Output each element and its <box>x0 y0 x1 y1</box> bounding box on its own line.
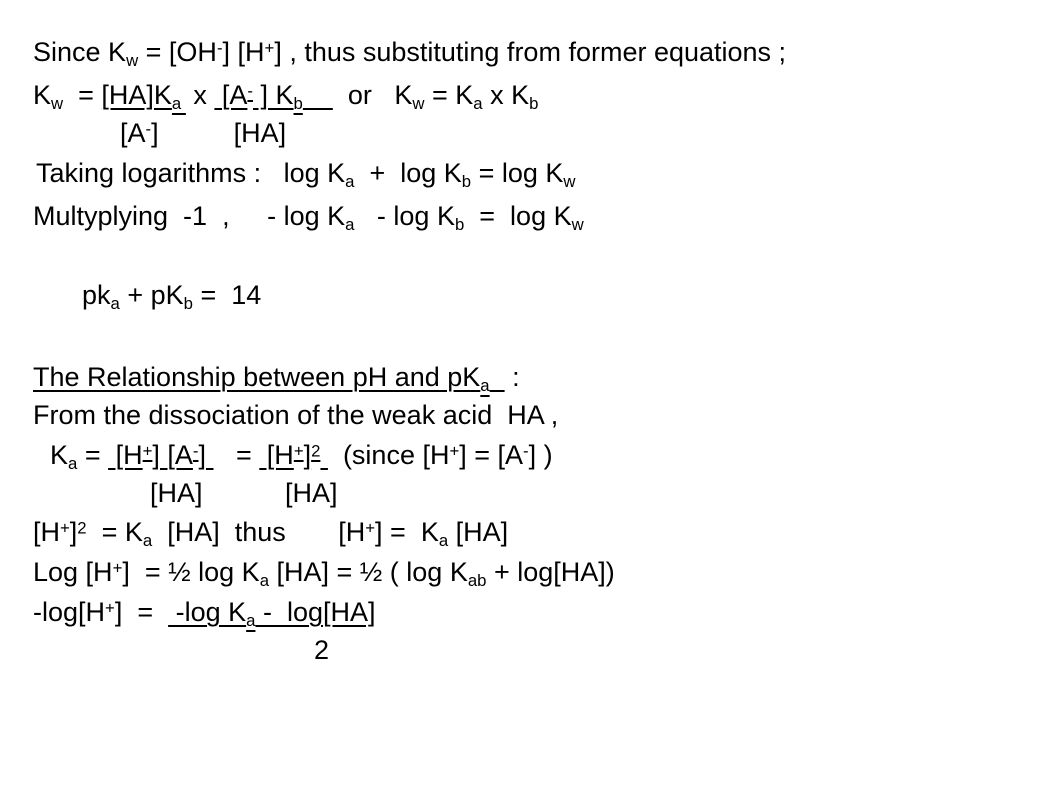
text-run: = <box>213 440 260 470</box>
subscript: b <box>183 294 193 314</box>
text-line-8 <box>33 402 558 429</box>
text-run: -log K <box>168 597 247 627</box>
subscript: b <box>293 94 303 114</box>
text-run: x K <box>482 80 530 110</box>
superscript: + <box>105 598 115 618</box>
text-run: - log K <box>354 201 455 231</box>
subscript: w <box>51 94 64 114</box>
subscript: a <box>473 94 483 114</box>
superscript: + <box>449 441 460 461</box>
text-run: ] [H <box>222 37 265 67</box>
text-run: Since K <box>33 37 127 67</box>
subscript: a <box>68 454 78 474</box>
text-line-13 <box>33 597 376 631</box>
text-run: -log[H <box>33 597 106 627</box>
superscript: - <box>523 441 529 461</box>
text-run: = K <box>424 80 474 110</box>
subscript: ab <box>467 571 487 591</box>
subscript: a <box>480 376 490 396</box>
subscript: a <box>345 215 355 235</box>
text-run: [HA] = ½ ( log K <box>269 557 468 587</box>
subscript: w <box>126 51 139 71</box>
text-run: [A <box>214 80 248 110</box>
text-run: 2 <box>314 635 330 665</box>
text-run: [A <box>120 118 146 148</box>
subscript: a <box>171 94 186 114</box>
text-run: ] <box>303 440 312 470</box>
text-run: ] = K <box>375 517 439 547</box>
subscript: w <box>571 215 584 235</box>
text-run: = log K <box>464 201 572 231</box>
superscript: 2 <box>311 441 321 461</box>
subscript: a <box>345 172 355 192</box>
text-line-11 <box>33 517 509 551</box>
text-line-14 <box>314 637 329 664</box>
text-run: [H <box>108 440 143 470</box>
subscript: b <box>529 94 539 114</box>
text-run: ] ) <box>528 440 553 470</box>
text-line-5 <box>33 201 584 235</box>
text-run: ] K <box>253 80 294 110</box>
text-run: = [OH <box>138 37 217 67</box>
text-run: Log [H <box>33 557 113 587</box>
text-run <box>490 362 505 392</box>
text-run: (since [H <box>327 440 450 470</box>
text-line-12 <box>33 557 615 591</box>
text-line-7 <box>33 362 520 396</box>
text-run: : <box>504 362 520 392</box>
text-run: - log[HA] <box>255 597 376 627</box>
text-run: K <box>50 440 69 470</box>
text-line-10 <box>150 480 338 507</box>
subscript: a <box>142 531 153 551</box>
text-run: = <box>77 440 109 470</box>
text-run: The Relationship between pH and pK <box>33 362 481 392</box>
superscript: + <box>60 518 70 538</box>
subscript: w <box>563 172 576 192</box>
subscript: a <box>246 611 256 631</box>
text-run: or K <box>332 80 413 110</box>
superscript: 2 <box>77 518 87 538</box>
text-line-4 <box>36 158 576 192</box>
text-run: K <box>33 80 52 110</box>
text-run: pk <box>82 280 111 310</box>
text-line-1 <box>33 37 787 71</box>
superscript: - <box>145 119 152 139</box>
text-run: ] [HA] <box>151 118 287 148</box>
text-run: ] <box>69 517 78 547</box>
text-run: x <box>185 80 215 110</box>
text-run: = log K <box>471 158 564 188</box>
text-run: ] = <box>114 597 169 627</box>
superscript: + <box>112 558 123 578</box>
superscript: + <box>142 441 153 461</box>
text-run: ] = ½ log K <box>122 557 260 587</box>
subscript: b <box>454 215 465 235</box>
text-run: [HA]K <box>101 80 172 110</box>
text-run: + log K <box>354 158 462 188</box>
text-run: [HA] thus [H <box>152 517 366 547</box>
subscript: a <box>259 571 269 591</box>
text-run <box>303 80 333 110</box>
subscript: a <box>110 294 120 314</box>
text-line-3 <box>120 120 286 147</box>
superscript: - <box>192 441 199 461</box>
text-run: = 14 <box>192 280 262 310</box>
text-run: ] , thus substituting from former equations ; <box>274 37 787 67</box>
text-run: ] [A <box>152 440 193 470</box>
superscript: + <box>264 38 275 58</box>
text-run: [HA] [HA] <box>150 478 338 508</box>
subscript: w <box>412 94 425 114</box>
text-line-6 <box>82 280 262 314</box>
text-run <box>320 440 328 470</box>
text-line-2 <box>33 80 539 114</box>
text-run: Multyplying -1 , - log K <box>33 201 346 231</box>
subscript: b <box>461 172 472 192</box>
text-line-9 <box>50 440 553 474</box>
superscript: - <box>247 81 253 101</box>
text-run: Taking logarithms : log K <box>36 158 346 188</box>
text-run: [HA] <box>448 517 509 547</box>
text-run: ] <box>198 440 214 470</box>
subscript: a <box>438 531 449 551</box>
text-run: = <box>63 80 102 110</box>
text-run: + pK <box>119 280 184 310</box>
text-run: [H <box>33 517 60 547</box>
superscript: - <box>216 38 223 58</box>
text-run: ] = [A <box>459 440 524 470</box>
superscript: + <box>293 441 304 461</box>
superscript: + <box>365 518 376 538</box>
text-run: [H <box>259 440 294 470</box>
text-run: From the dissociation of the weak acid HA , <box>33 400 559 430</box>
text-run: + log[HA]) <box>486 557 615 587</box>
text-run: = K <box>86 517 143 547</box>
